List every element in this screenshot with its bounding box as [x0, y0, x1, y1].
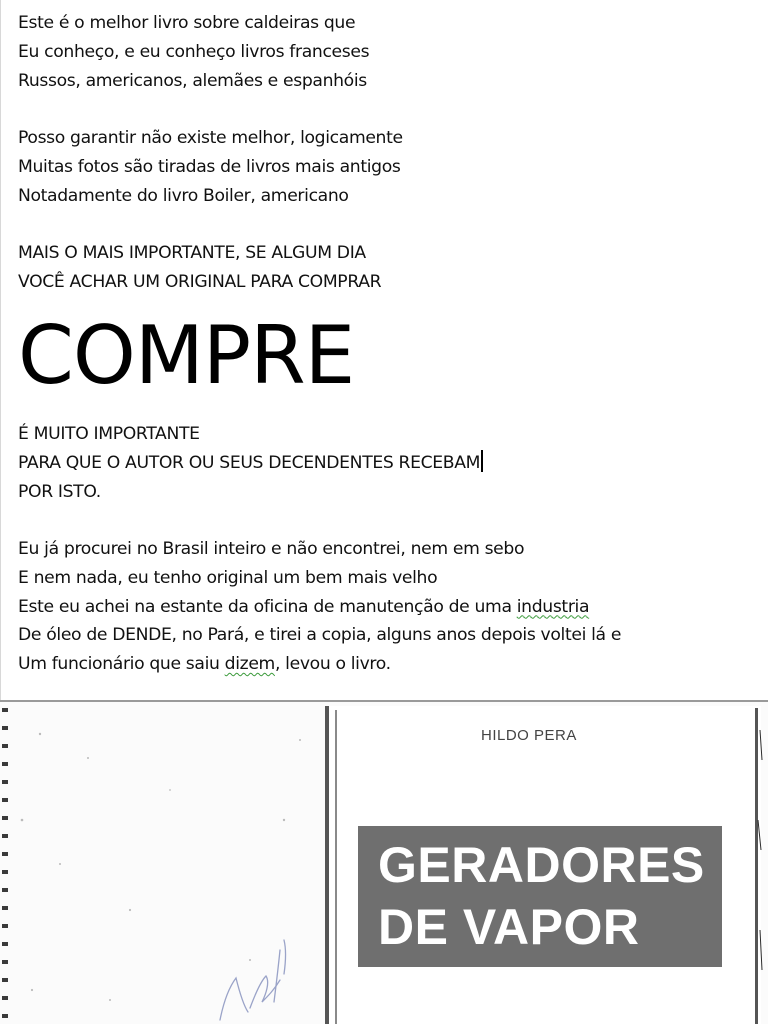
text-cursor — [481, 450, 483, 472]
spellcheck-flagged-word[interactable]: dizem — [224, 654, 275, 675]
paragraph-important — [18, 239, 381, 297]
text-line: Russos, americanos, alemães e espanhóis — [18, 70, 367, 91]
paragraph-guarantee — [18, 124, 403, 210]
text-line — [18, 449, 483, 478]
paragraph-author-rights — [18, 420, 483, 506]
text-line: Muitas fotos são tiradas de livros mais antigos — [18, 156, 401, 177]
handwritten-signature-icon — [200, 920, 310, 1024]
paragraph-intro — [18, 9, 369, 95]
text-line: De óleo de DENDE, no Pará, e tirei a copia, alguns anos depois voltei lá e — [18, 625, 622, 646]
paragraph-story — [18, 535, 621, 679]
text-line: POR ISTO. — [18, 481, 101, 502]
big-heading-compre: COMPRE — [18, 309, 355, 402]
text-line-content: Um funcionário que saiu — [18, 654, 225, 675]
text-line: MAIS O MAIS IMPORTANTE, SE ALGUM DIA — [18, 243, 366, 263]
book-title — [378, 834, 705, 958]
text-line: E nem nada, eu tenho original um bem mais velho — [18, 567, 438, 588]
book-author: HILDO PERA — [481, 727, 577, 744]
text-line: Este é o melhor livro sobre caldeiras que — [18, 13, 356, 33]
text-line: Posso garantir não existe melhor, logicamente — [18, 128, 403, 148]
book-title-line: DE VAPOR — [378, 899, 640, 955]
spellcheck-flagged-word[interactable]: industria — [516, 596, 590, 617]
text-line: É MUITO IMPORTANTE — [18, 424, 200, 444]
text-line: VOCÊ ACHAR UM ORIGINAL PARA COMPRAR — [18, 271, 382, 292]
text-line: Eu já procurei no Brasil inteiro e não encontrei, nem em sebo — [18, 539, 525, 559]
text-line-content: Este eu achei na estante da oficina de manutenção de uma — [18, 596, 517, 617]
text-line: Notadamente do livro Boiler, americano — [18, 185, 349, 206]
book-title-line: GERADORES — [378, 837, 705, 893]
text-line — [18, 650, 621, 679]
text-line: Eu conheço, e eu conheço livros franceses — [18, 41, 370, 62]
text-line-content: , levou o livro. — [274, 654, 391, 675]
text-line-content: PARA QUE O AUTOR OU SEUS DECENDENTES RECEBAM — [18, 452, 481, 473]
text-line — [18, 593, 621, 622]
